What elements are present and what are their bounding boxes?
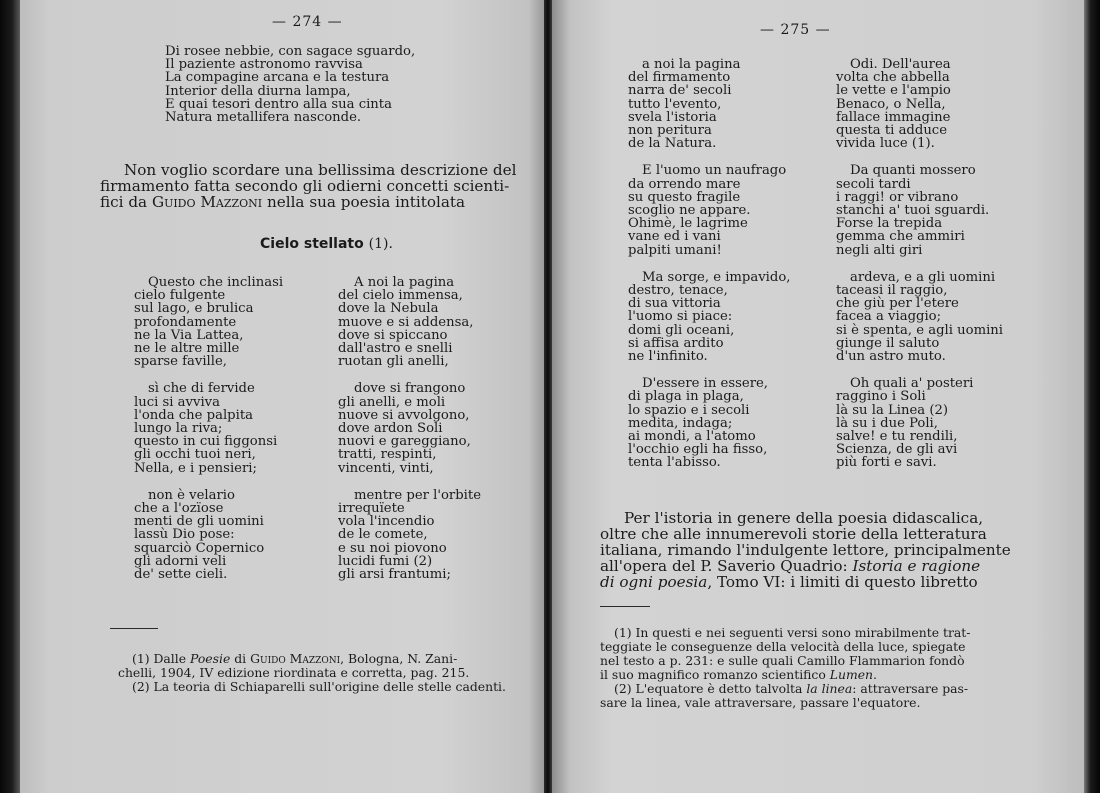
verse-line: fallace immagine xyxy=(836,109,951,125)
poem-column-1 xyxy=(628,58,790,470)
verse-line: sparse faville, xyxy=(134,354,227,370)
verse-line: lassù Dio pose: xyxy=(134,527,235,543)
prose-line: fici da Guido Mazzoni nella sua poesia intitolata xyxy=(100,193,466,211)
prose-paragraph xyxy=(600,510,1011,590)
verse-line: secoli tardi xyxy=(836,176,911,192)
verse-line: palpiti umani! xyxy=(628,242,722,258)
footnote-2: (2) La teoria di Schiaparelli sull'origine delle stelle cadenti. xyxy=(132,679,506,694)
verse-line: che giù per l'etere xyxy=(836,296,959,312)
verse-line: lucidi fumi (2) xyxy=(338,553,433,569)
verse-line: salve! e tu rendili, xyxy=(836,429,958,445)
verse-line: l'occhio egli ha fisso, xyxy=(628,442,768,458)
book-gutter xyxy=(544,0,552,793)
footnote-1-cont: il suo magnifico romanzo scientifico Lumen. xyxy=(600,667,877,682)
prose-line: all'opera del P. Saverio Quadrio: Istoria e ragione xyxy=(600,557,981,575)
verse-line: di plaga in plaga, xyxy=(628,389,744,405)
verse-line: dall'astro e snelli xyxy=(338,341,453,357)
verse-line: svela l'istoria xyxy=(628,109,717,125)
page-number: — 274 — xyxy=(272,14,343,30)
verse-line: gli arsi frantumi; xyxy=(338,567,451,583)
verse-line: sul lago, e brulica xyxy=(134,301,254,317)
verse-line: irrequïete xyxy=(338,501,405,517)
prose-line: Per l'istoria in genere della poesia didascalica, xyxy=(624,509,984,527)
verse-line: non è velario xyxy=(148,487,235,503)
verse-line: non peritura xyxy=(628,123,712,139)
verse-line: le vette e l'ampio xyxy=(836,83,951,99)
verse-line: questo in cui figgonsi xyxy=(134,434,278,450)
verse-line: profondamente xyxy=(134,314,237,330)
verse-line: ne la Via Lattea, xyxy=(134,327,244,343)
verse-line: ne l'infinito. xyxy=(628,349,708,365)
verse-line: mentre per l'orbite xyxy=(354,487,481,503)
poem-column-2 xyxy=(836,58,1003,470)
verse-line: destro, tenace, xyxy=(628,283,728,299)
verse-line: l'uomo si piace: xyxy=(628,309,733,325)
intro-verse xyxy=(165,45,415,124)
verse-line: dove si frangono xyxy=(354,381,466,397)
verse-line: medita, indaga; xyxy=(628,415,733,431)
verse-line: Di rosee nebbie, con sagace sguardo, xyxy=(165,44,416,59)
verse-line: de le comete, xyxy=(338,527,428,543)
footnote-2: (2) L'equatore è detto talvolta la linea: attraversare pas- xyxy=(614,681,969,696)
verse-line: narra de' secoli xyxy=(628,83,732,99)
poem-title-note: (1). xyxy=(368,236,393,252)
verse-line: La compagine arcana e la testura xyxy=(165,70,390,86)
verse-line: e su noi piovono xyxy=(338,540,447,556)
verse-line: tutto l'evento, xyxy=(628,96,722,112)
verse-line: d'un astro muto. xyxy=(836,349,946,365)
verse-line: del firmamento xyxy=(628,70,731,86)
verse-line: ardeva, e a gli uomini xyxy=(850,269,996,285)
verse-line: menti de gli uomini xyxy=(134,514,264,530)
verse-line: taceasi il raggio, xyxy=(836,283,948,299)
footnote-1: (1) Dalle Poesie di Guido Mazzoni, Bologna, N. Zani- xyxy=(132,651,458,666)
verse-line: volta che abbella xyxy=(836,70,950,86)
verse-line: a noi la pagina xyxy=(642,57,741,72)
footnote-rule xyxy=(600,606,650,607)
verse-line: lo spazio e i secoli xyxy=(628,402,750,418)
verse-line: dove la Nebula xyxy=(338,301,439,317)
verse-line: ruotan gli anelli, xyxy=(338,354,449,370)
verse-line: dove si spiccano xyxy=(338,327,448,343)
verse-line: là su i due Poli, xyxy=(836,415,938,431)
verse-line: vola l'incendio xyxy=(338,514,435,530)
verse-line: Natura metallifera nasconde. xyxy=(165,110,362,126)
verse-line: nuove si avvolgono, xyxy=(338,407,470,423)
verse-line: vane ed i vani xyxy=(628,229,721,245)
prose-line: italiana, rimando l'indulgente lettore, principalmente xyxy=(600,541,1011,559)
footnote-1-cont: chelli, 1904, IV edizione riordinata e corretta, pag. 215. xyxy=(118,665,470,680)
verse-line: E l'uomo un naufrago xyxy=(642,163,787,179)
footnotes xyxy=(600,626,970,710)
verse-line: si è spenta, e agli uomini xyxy=(836,322,1004,338)
verse-line: Forse la trepida xyxy=(836,216,943,232)
right-page xyxy=(552,0,1084,793)
verse-line: Il paziente astronomo ravvisa xyxy=(165,57,363,73)
verse-line: l'onda che palpita xyxy=(134,407,253,423)
verse-line: Benaco, o Nella, xyxy=(836,96,946,112)
verse-line: da orrendo mare xyxy=(628,176,741,192)
verse-line: gli adorni veli xyxy=(134,553,227,569)
verse-line: domi gli oceani, xyxy=(628,322,735,338)
verse-line: ai mondi, a l'atomo xyxy=(628,429,756,445)
verse-line: vivida luce (1). xyxy=(836,136,935,152)
poem-column-1 xyxy=(134,276,283,581)
verse-line: si affisa ardito xyxy=(628,335,724,351)
page-number: — 275 — xyxy=(760,22,831,38)
footnote-1-cont: teggiate le conseguenze della velocità della luce, spiegate xyxy=(600,639,966,654)
verse-line: tratti, respinti, xyxy=(338,447,437,463)
prose-line: Non voglio scordare una bellissima descrizione del xyxy=(124,161,517,179)
verse-line: Oh quali a' posteri xyxy=(850,376,974,392)
left-page xyxy=(20,0,544,793)
verse-line: lungo la riva; xyxy=(134,421,223,437)
verse-line: giunge il saluto xyxy=(836,335,940,351)
verse-line: raggino i Soli xyxy=(836,389,926,405)
verse-line: gli anelli, e moli xyxy=(338,394,446,410)
verse-line: negli alti giri xyxy=(836,242,923,258)
footnotes xyxy=(118,652,506,694)
verse-line: nuovi e gareggiano, xyxy=(338,434,471,450)
verse-line: Scienza, de gli avi xyxy=(836,442,958,458)
verse-line: de la Natura. xyxy=(628,136,717,152)
verse-line: cielo fulgente xyxy=(134,288,226,304)
verse-line: Nella, e i pensieri; xyxy=(134,460,257,476)
verse-line: là su la Linea (2) xyxy=(836,402,949,418)
verse-line: Da quanti mossero xyxy=(850,163,976,179)
verse-line: A noi la pagina xyxy=(354,275,455,290)
verse-line: squarciò Copernico xyxy=(134,540,265,556)
verse-line: del cielo immensa, xyxy=(338,288,463,304)
book-edge-right xyxy=(1084,0,1100,793)
verse-line: Questo che inclinasi xyxy=(148,275,284,290)
verse-line: i raggi! or vibrano xyxy=(836,189,959,205)
footnote-1-cont: nel testo a p. 231: e sulle quali Camillo Flammarion fondò xyxy=(600,653,965,668)
prose-line: oltre che alle innumerevoli storie della letteratura xyxy=(600,525,987,543)
poem-column-2 xyxy=(338,276,481,581)
verse-line: Odi. Dell'aurea xyxy=(850,57,951,72)
footnote-1: (1) In questi e nei seguenti versi sono mirabilmente trat- xyxy=(614,625,971,640)
prose-line: firmamento fatta secondo gli odierni concetti scienti- xyxy=(100,177,510,195)
verse-line: di sua vittoria xyxy=(628,296,721,312)
verse-line: D'essere in essere, xyxy=(642,376,768,392)
verse-line: muove e si addensa, xyxy=(338,314,474,330)
verse-line: più forti e savi. xyxy=(836,455,937,471)
book-edge-left xyxy=(0,0,20,793)
author-name: Guido Mazzoni xyxy=(151,193,263,211)
verse-line: Ohimè, le lagrime xyxy=(628,216,748,232)
verse-line: stanchi a' tuoi sguardi. xyxy=(836,203,990,219)
verse-line: sì che di fervide xyxy=(148,381,255,397)
verse-line: scoglio ne appare. xyxy=(628,203,751,219)
prose-paragraph xyxy=(100,161,517,211)
verse-line: Interior della diurna lampa, xyxy=(165,83,351,99)
verse-line: che a l'ozïose xyxy=(134,501,224,517)
verse-line: E quai tesori dentro alla sua cinta xyxy=(165,96,392,112)
verse-line: vincenti, vinti, xyxy=(338,460,434,476)
footnote-2-cont: sare la linea, vale attraversare, passare l'equatore. xyxy=(600,695,921,710)
verse-line: facea a viaggio; xyxy=(836,309,942,325)
verse-line: dove ardon Soli xyxy=(338,421,443,437)
verse-line: Ma sorge, e impavido, xyxy=(642,269,791,285)
verse-line: tenta l'abisso. xyxy=(628,455,721,471)
verse-line: su questo fragile xyxy=(628,189,741,205)
prose-line: di ogni poesia, Tomo VI: i limiti di questo libretto xyxy=(600,573,978,591)
verse-line: questa ti adduce xyxy=(836,123,947,139)
verse-line: ne le altre mille xyxy=(134,341,240,357)
verse-line: de' sette cieli. xyxy=(134,567,228,583)
verse-line: luci si avviva xyxy=(134,394,220,410)
footnote-rule xyxy=(110,628,158,629)
verse-line: gli occhi tuoi neri, xyxy=(134,447,256,463)
verse-line: gemma che ammiri xyxy=(836,229,965,245)
poem-title: Cielo stellato (1). xyxy=(260,236,393,252)
